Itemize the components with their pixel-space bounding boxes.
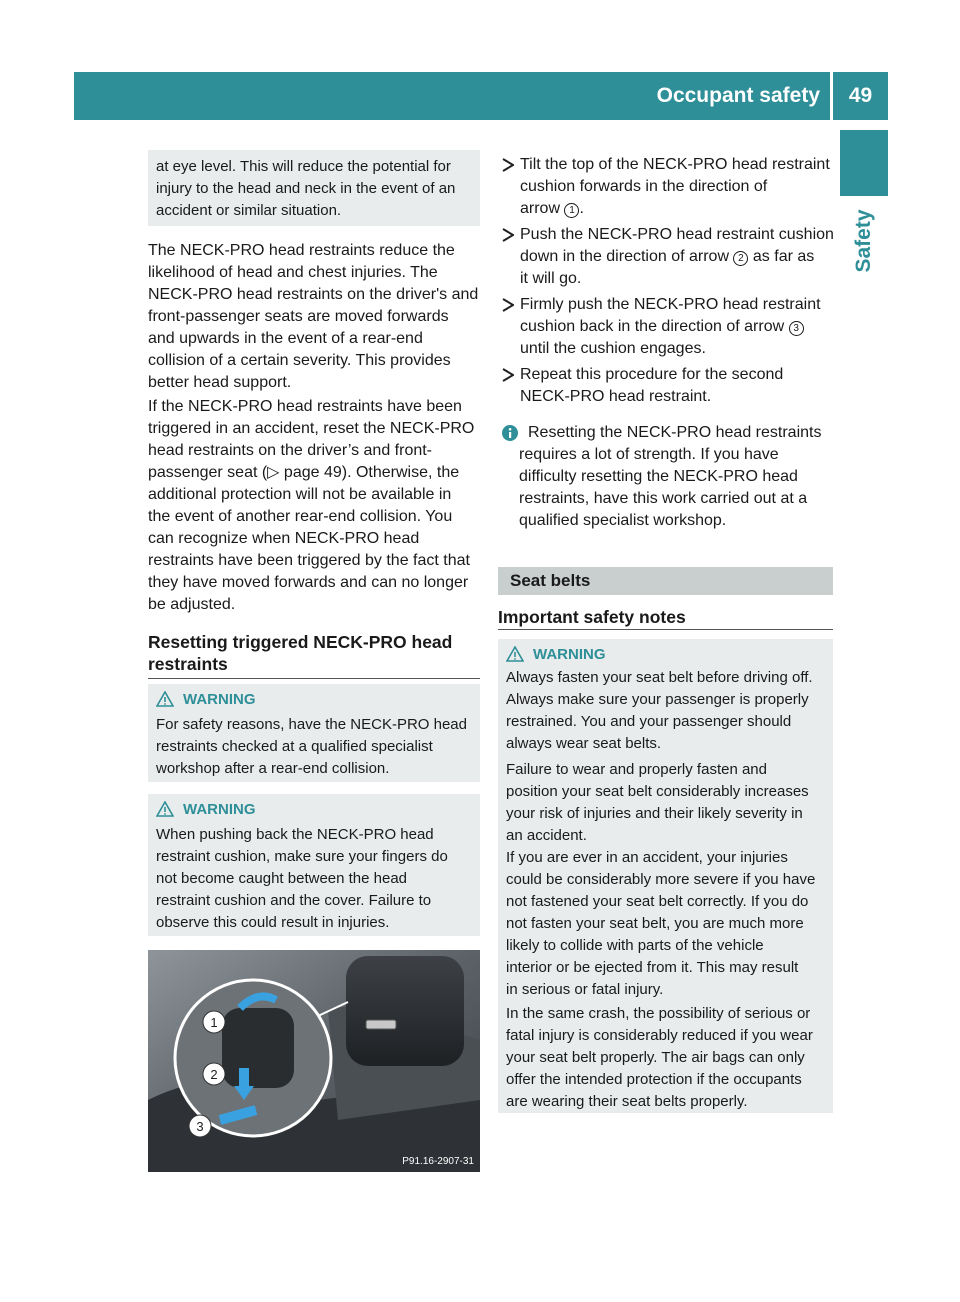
warning-line: fatal injury is considerably reduced if you wear: [506, 1027, 813, 1044]
step-line: until the cushion engages.: [520, 340, 706, 357]
warning-line: likely to collide with parts of the vehicle: [506, 937, 764, 954]
info-line: qualified specialist workshop.: [519, 512, 727, 529]
warning-line: not become caught between the head: [156, 870, 408, 887]
warning-line: workshop after a rear-end collision.: [156, 760, 390, 777]
text-line: better head support.: [148, 374, 292, 391]
image-code: P91.16-2907-31: [402, 1156, 474, 1167]
arrow-number-1: 1: [564, 203, 579, 218]
warning-line: Failure to wear and properly fasten and: [506, 761, 767, 778]
info-line: restraints, have this work carried out at a: [519, 490, 808, 507]
warning-line: in serious or fatal injury.: [506, 981, 664, 998]
note-line: at eye level. This will reduce the potential for: [156, 158, 451, 175]
warning-label-text: WARNING: [183, 801, 256, 818]
page-number: 49: [848, 84, 873, 107]
warning-label: [156, 800, 256, 820]
step-arrow-icon: [502, 298, 514, 312]
info-line: requires a lot of strength. If you have: [519, 446, 779, 463]
text-line: head restraints on the driver’s and front-: [148, 442, 433, 459]
text-line: they have moved forwards and can no longer: [148, 574, 469, 591]
step-line: [520, 246, 836, 268]
warning-triangle-icon: [156, 801, 174, 817]
continued-note-box: [148, 150, 480, 226]
step-text: down in the direction of arrow: [520, 248, 729, 265]
chapter-tab-label: Safety: [852, 209, 875, 273]
text-line: the event of another rear-end collision. You: [148, 508, 453, 525]
step-line: Push the NECK-PRO head restraint cushion: [520, 226, 834, 243]
warning-line: not fasten your seat belt, you are much more: [506, 915, 804, 932]
warning-label: [506, 645, 606, 665]
text-line: triggered in an accident, reset the NECK-PRO: [148, 420, 475, 437]
warning-line: Always make sure your passenger is properly: [506, 691, 809, 708]
info-line: Resetting the NECK-PRO head restraints: [528, 424, 822, 441]
warning-line: restraint cushion, make sure your fingers do: [156, 848, 448, 865]
side-marker: [840, 130, 888, 196]
step-text: .: [579, 200, 584, 217]
step-text: as far as: [748, 248, 815, 265]
warning-box-fingers: [148, 794, 480, 936]
step-line: it will go.: [520, 270, 582, 287]
heading-resetting-line: Resetting triggered NECK-PRO head: [148, 632, 453, 652]
section-heading-bar: [498, 567, 833, 595]
warning-box-seat-belts: [498, 639, 833, 1113]
warning-triangle-icon: [506, 646, 524, 662]
step-line: Tilt the top of the NECK-PRO head restraint: [520, 156, 830, 173]
text-line: If the NECK-PRO head restraints have been: [148, 398, 462, 415]
warning-label-text: WARNING: [183, 691, 256, 708]
step-repeat: [502, 364, 836, 408]
warning-line: not fastened your seat belt correctly. If you do: [506, 893, 809, 910]
warning-line: observe this could result in injuries.: [156, 914, 390, 931]
warning-line: position your seat belt considerably increases: [506, 783, 809, 800]
heading-resetting-line: restraints: [148, 654, 228, 674]
warning-line: always wear seat belts.: [506, 735, 662, 752]
callout-1: 1: [210, 1015, 218, 1030]
warning-line: could be considerably more severe if you have: [506, 871, 816, 888]
step-push-down: [502, 224, 836, 290]
head-restraint-photo: [148, 950, 480, 1172]
warning-line: restraints checked at a qualified specialist: [156, 738, 433, 755]
step-arrow-icon: [502, 158, 514, 172]
text-line: The NECK-PRO head restraints reduce the: [148, 242, 455, 259]
warning-line: interior or be ejected from it. This may result: [506, 959, 799, 976]
step-arrow-icon: [502, 228, 514, 242]
subheading-rule: [498, 629, 833, 630]
step-line: [520, 316, 836, 338]
step-text: arrow: [520, 200, 561, 217]
text-line: can recognize when NECK-PRO head: [148, 530, 420, 547]
step-line: [520, 198, 836, 220]
warning-line: your seat belt properly. The air bags can only: [506, 1049, 805, 1066]
chapter-tab[interactable]: [840, 198, 888, 284]
info-icon: [502, 425, 518, 441]
subheading-safety-notes: Important safety notes: [498, 607, 686, 627]
text-line: additional protection will not be available in: [148, 486, 452, 503]
warning-line: are wearing their seat belts properly.: [506, 1093, 748, 1110]
text-line: collision of a certain severity. This provides: [148, 352, 451, 369]
warning-label-text: WARNING: [533, 646, 606, 663]
callout-2: 2: [210, 1067, 218, 1082]
section-heading-seat-belts: Seat belts: [510, 571, 591, 590]
info-line: difficulty resetting the NECK-PRO head: [519, 468, 798, 485]
warning-line: When pushing back the NECK-PRO head: [156, 826, 434, 843]
page-reference-link[interactable]: passenger seat (▷ page 49). Otherwise, the: [148, 464, 460, 481]
step-line: cushion forwards in the direction of: [520, 178, 768, 195]
step-line: Firmly push the NECK-PRO head restraint: [520, 296, 821, 313]
step-push-back: [502, 294, 836, 360]
warning-line: an accident.: [506, 827, 587, 844]
arrow-number-2: 2: [733, 251, 748, 266]
warning-line: restrained. You and your passenger should: [506, 713, 792, 730]
note-line: injury to the head and neck in the event of an: [156, 180, 456, 197]
warning-line: In the same crash, the possibility of serious or: [506, 1005, 811, 1022]
text-line: front-passenger seats are moved forwards: [148, 308, 449, 325]
step-arrow-icon: [502, 368, 514, 382]
note-line: accident or similar situation.: [156, 202, 342, 219]
step-tilt: [502, 154, 836, 220]
text-line: NECK-PRO head restraints on the driver's and: [148, 286, 479, 303]
warning-line: your risk of injuries and their likely severity in: [506, 805, 803, 822]
warning-triangle-icon: [156, 691, 174, 707]
step-text: cushion back in the direction of arrow: [520, 318, 785, 335]
warning-line: If you are ever in an accident, your injuries: [506, 849, 788, 866]
text-line: and upwards in the event of a rear-end: [148, 330, 423, 347]
warning-line: restraint cushion and the cover. Failure to: [156, 892, 432, 909]
text-line: restraints have been triggered by the fact that: [148, 552, 470, 569]
warning-line: For safety reasons, have the NECK-PRO head: [156, 716, 467, 733]
text-line: be adjusted.: [148, 596, 236, 613]
section-title: Occupant safety: [656, 84, 820, 107]
warning-line: offer the intended protection if the occupants: [506, 1071, 802, 1088]
warning-label: [156, 690, 256, 710]
callout-3: 3: [196, 1119, 204, 1134]
step-line: NECK-PRO head restraint.: [520, 388, 712, 405]
step-line: Repeat this procedure for the second: [520, 366, 784, 383]
heading-rule: [148, 678, 480, 679]
warning-box-checked: [148, 684, 480, 782]
arrow-number-3: 3: [789, 321, 804, 336]
warning-line: Always fasten your seat belt before driving off.: [506, 669, 813, 686]
text-line: likelihood of head and chest injuries. The: [148, 264, 438, 281]
